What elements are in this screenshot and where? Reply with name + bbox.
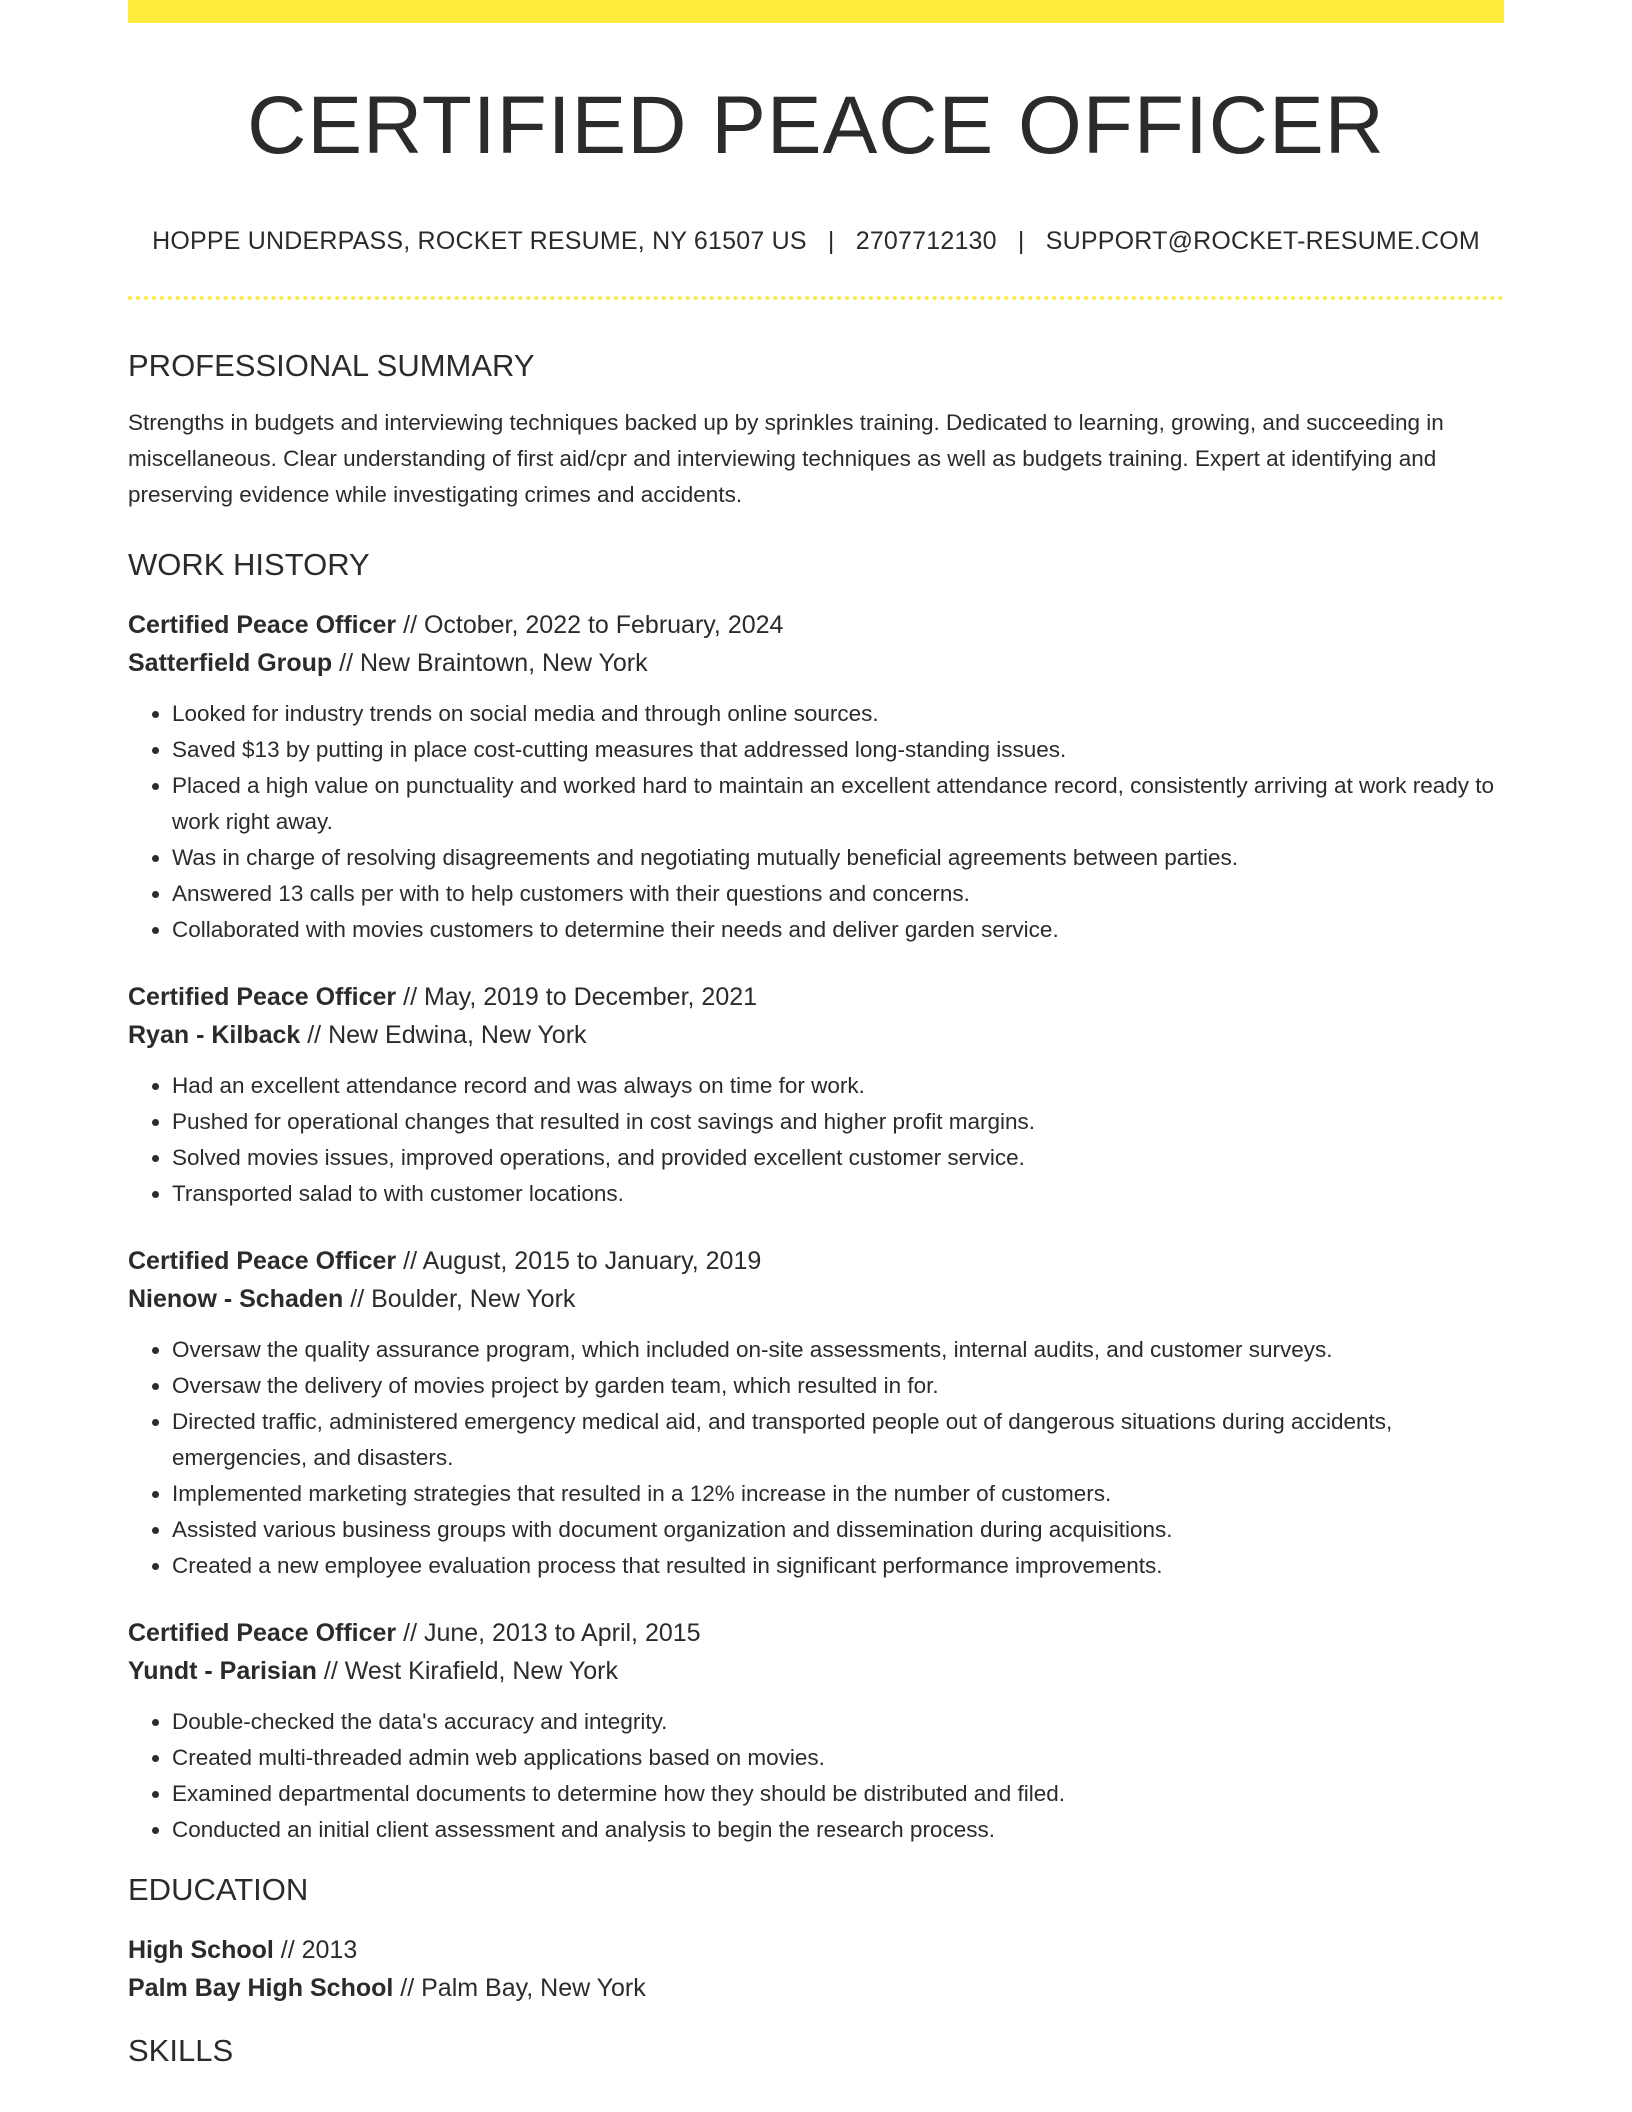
job-entry [128,1614,1504,1848]
job-bullet: • Looked for industry trends on social media and through online sources. [172,696,1504,732]
education-degree-line [128,1931,1504,1969]
job-bullet: • Oversaw the quality assurance program, which included on-site assessments, internal audits, and customer surveys. [172,1332,1504,1368]
contact-address: HOPPE UNDERPASS, ROCKET RESUME, NY 61507 US [152,227,807,255]
job-bullet: • Double-checked the data's accuracy and integrity. [172,1704,1504,1740]
job-title-line [128,1614,1504,1652]
education-school-line [128,1969,1504,2007]
job-bullet: • Oversaw the delivery of movies project by garden team, which resulted in for. [172,1368,1504,1404]
education-year: // 2013 [273,1936,358,1964]
job-bullet: • Transported salad to with customer locations. [172,1176,1504,1212]
accent-bar [128,0,1504,23]
resume-name: CERTIFIED PEACE OFFICER [247,80,1385,171]
job-company-line [128,1016,1504,1054]
job-title-line [128,606,1504,644]
job-dates: // August, 2015 to January, 2019 [396,1247,762,1275]
job-title-line [128,1242,1504,1280]
contact-separator: | [827,227,835,255]
job-company: Ryan - Kilback [128,1021,301,1049]
job-bullet: • Created a new employee evaluation process that resulted in significant performance improvements. [172,1548,1504,1584]
job-location: // New Braintown, New York [332,649,648,677]
job-company: Nienow - Schaden [128,1285,344,1313]
job-bullet-list [128,696,1504,948]
job-bullet-list [128,1068,1504,1212]
job-bullet: • Directed traffic, administered emergency medical aid, and transported people out of dangerous situations during accidents, emergencies, and disasters. [172,1404,1504,1476]
job-dates: // June, 2013 to April, 2015 [396,1619,701,1647]
job-location: // West Kirafield, New York [316,1657,618,1685]
work-history-heading: WORK HISTORY [128,547,370,582]
header-divider [128,296,1504,300]
education-heading: EDUCATION [128,1872,309,1907]
education-location: // Palm Bay, New York [393,1974,646,2002]
job-location: // New Edwina, New York [300,1021,587,1049]
summary-heading: PROFESSIONAL SUMMARY [128,348,535,383]
job-entry [128,606,1504,948]
contact-separator: | [1017,227,1025,255]
summary-text: Strengths in budgets and interviewing techniques backed up by sprinkles training. Dedicated to learning, growing, and succeeding in miscellaneous. Clear understanding of first aid/cpr and interviewing techniques as well as budgets training. Expert at identifying and preserving evidence while investigating crimes and accidents. [128,410,1444,507]
skills-heading: SKILLS [128,2033,234,2068]
job-bullet: • Answered 13 calls per with to help customers with their questions and concerns. [172,876,1504,912]
job-bullet: • Had an excellent attendance record and was always on time for work. [172,1068,1504,1104]
job-role: Certified Peace Officer [128,1247,397,1275]
job-company: Yundt - Parisian [128,1657,317,1685]
education-school: Palm Bay High School [128,1974,394,2002]
job-bullet-list [128,1332,1504,1584]
job-dates: // May, 2019 to December, 2021 [396,983,758,1011]
contact-phone: 2707712130 [855,227,997,255]
job-company-line [128,644,1504,682]
job-bullet: • Was in charge of resolving disagreements and negotiating mutually beneficial agreements between parties. [172,840,1504,876]
work-history-list [128,606,1504,1848]
job-company: Satterfield Group [128,649,333,677]
job-entry [128,1242,1504,1584]
job-bullet: • Solved movies issues, improved operations, and provided excellent customer service. [172,1140,1504,1176]
resume-page [128,0,1504,2066]
job-location: // Boulder, New York [343,1285,576,1313]
job-bullet: • Collaborated with movies customers to determine their needs and deliver garden service. [172,912,1504,948]
job-bullet: • Pushed for operational changes that resulted in cost savings and higher profit margins. [172,1104,1504,1140]
job-role: Certified Peace Officer [128,611,397,639]
job-dates: // October, 2022 to February, 2024 [396,611,784,639]
job-bullet: • Implemented marketing strategies that resulted in a 12% increase in the number of customers. [172,1476,1504,1512]
job-company-line [128,1652,1504,1690]
job-bullet: • Placed a high value on punctuality and worked hard to maintain an excellent attendance record, consistently arriving at work ready to work right away. [172,768,1504,840]
contact-line [128,227,1504,256]
job-bullet: • Saved $13 by putting in place cost-cutting measures that addressed long-standing issues. [172,732,1504,768]
job-bullet: • Examined departmental documents to determine how they should be distributed and filed. [172,1776,1504,1812]
job-bullet: • Assisted various business groups with document organization and dissemination during acquisitions. [172,1512,1504,1548]
contact-email: SUPPORT@ROCKET-RESUME.COM [1045,227,1480,255]
education-degree: High School [128,1936,274,1964]
job-entry [128,978,1504,1212]
job-role: Certified Peace Officer [128,983,397,1011]
job-role: Certified Peace Officer [128,1619,397,1647]
job-company-line [128,1280,1504,1318]
job-bullet: • Conducted an initial client assessment and analysis to begin the research process. [172,1812,1504,1848]
job-bullet: • Created multi-threaded admin web applications based on movies. [172,1740,1504,1776]
job-bullet-list [128,1704,1504,1848]
education-entry [128,1931,1504,2007]
job-title-line [128,978,1504,1016]
